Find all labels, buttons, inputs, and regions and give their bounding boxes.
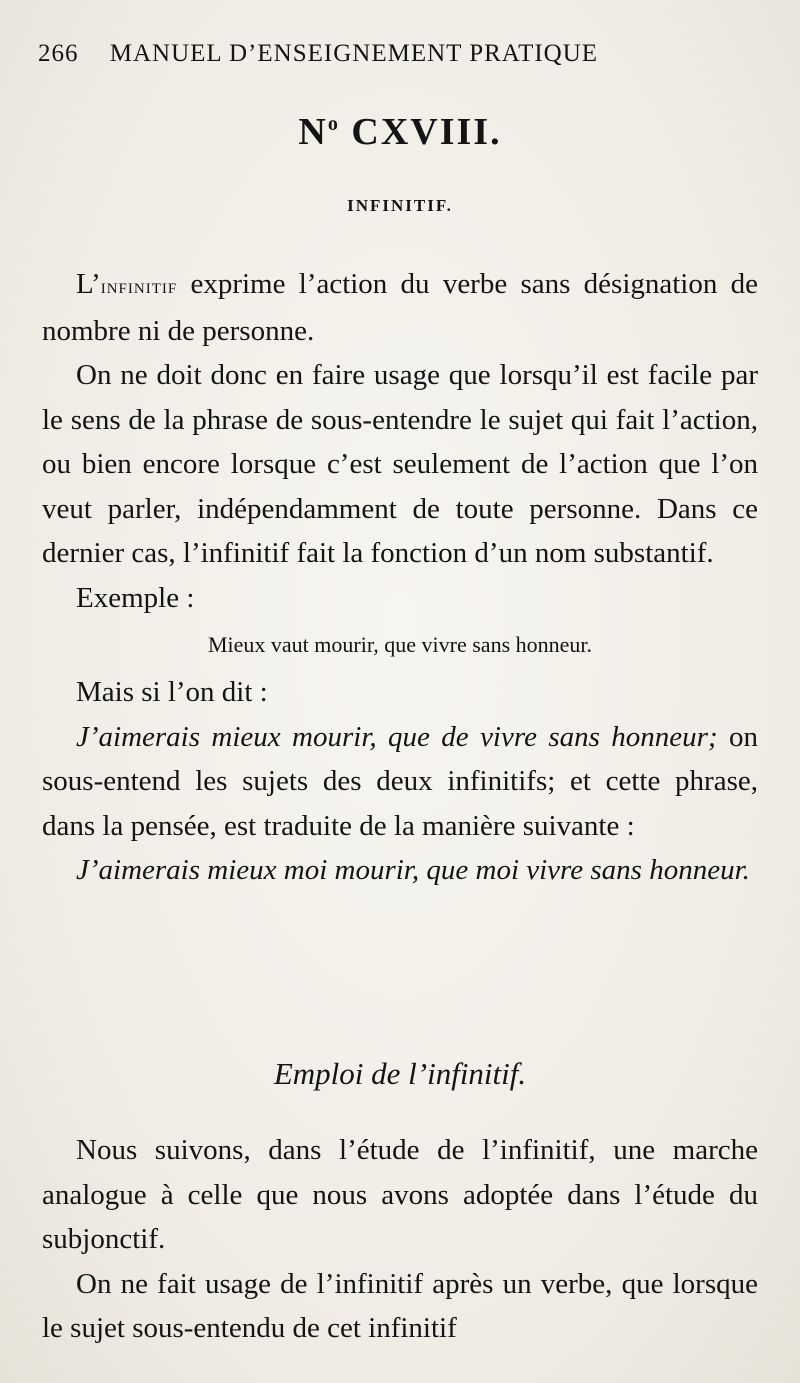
paragraph-translation: J’aimerais mieux moi mourir, que moi vivre sans honneur. [76, 854, 750, 886]
paragraph-definition [42, 262, 758, 353]
p1-lead: L’ [76, 268, 101, 300]
section-number [0, 110, 800, 154]
paragraph-mais: Mais si l’on dit : [76, 676, 268, 708]
paragraph-explanation [42, 715, 758, 849]
running-head-title: MANUEL D’ENSEIGNEMENT PRATIQUE [109, 40, 599, 67]
body-text [42, 262, 758, 893]
number-prefix: N [298, 111, 328, 153]
example-sentence: Mieux vaut mourir, que vivre sans honneur. [207, 632, 593, 657]
paragraph-usage: On ne doit donc en faire usage que lorsqu’il est facile par le sens de la phrase de sous-entendre le sujet qui fait l’action, ou bien encore lorsque c’est seulement de l’action que l’on veut parler, indépendamment de toute personne. Dans ce dernier cas, l’infinitif fait la fonction d’un nom substantif. [42, 359, 758, 569]
p5-rest: on sous-entend les sujets des deux infinitifs; et cette phrase, dans la pensée, est traduite de la manière suivante : [42, 720, 759, 842]
paragraph-example-label: Exemple : [76, 581, 195, 614]
subheading-emploi: Emploi de l’infinitif. [273, 1056, 527, 1091]
body-text-2 [42, 1128, 758, 1351]
p5-italic: J’aimerais mieux mourir, que de vivre sans honneur; [76, 720, 718, 753]
paragraph-on-ne-fait: On ne fait usage de l’infinitif après un verbe, que lorsque le sujet sous-entendu de cet infinitif [42, 1267, 758, 1344]
paragraph-suivons: Nous suivons, dans l’étude de l’infinitif, une marche analogue à celle que nous avons adoptée dans l’étude du subjonctif. [42, 1134, 758, 1255]
section-heading: INFINITIF. [347, 196, 453, 215]
page-number: 266 [38, 40, 79, 67]
number-sup: o [327, 113, 340, 135]
p1-smallcaps: infinitif [100, 274, 178, 298]
number-roman: CXVIII. [351, 111, 502, 153]
p1-rest: exprime l’action du verbe sans désignation de nombre ni de personne. [42, 268, 758, 347]
running-head [38, 40, 758, 68]
